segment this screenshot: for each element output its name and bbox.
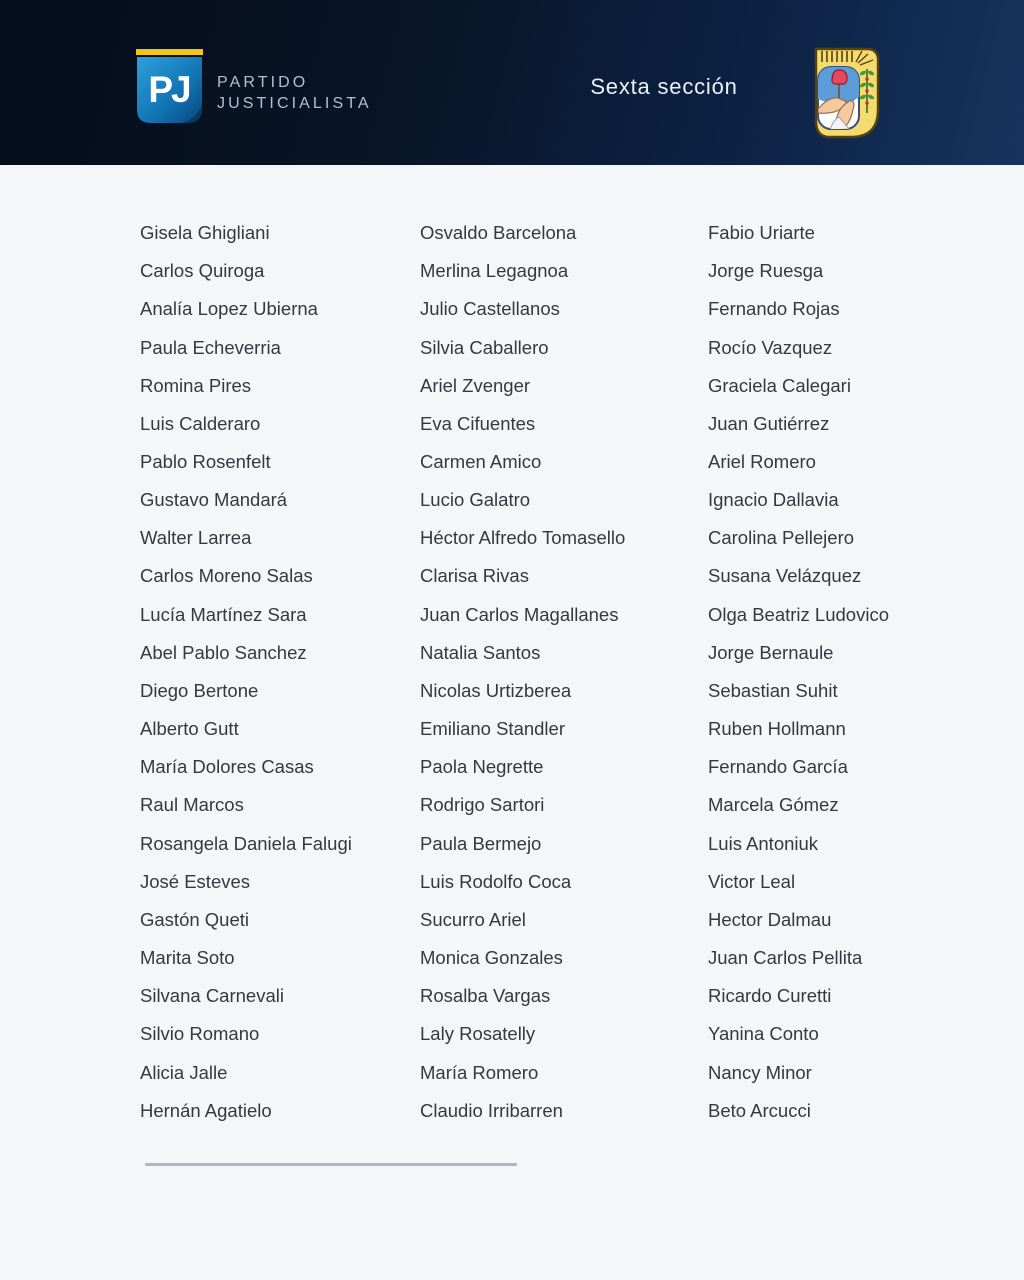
org-name-line1: PARTIDO xyxy=(217,74,309,91)
list-item: Nancy Minor xyxy=(708,1061,812,1083)
org-name xyxy=(217,72,372,114)
list-item: Juan Carlos Magallanes xyxy=(420,603,619,625)
list-item: Paola Negrette xyxy=(420,756,544,778)
list-item: Juan Gutiérrez xyxy=(708,412,830,434)
list-item: Diego Bertone xyxy=(140,679,259,701)
list-item: Rosalba Vargas xyxy=(420,985,551,1007)
list-item: Jorge Ruesga xyxy=(708,260,824,282)
list-item: Olga Beatriz Ludovico xyxy=(708,603,889,625)
list-item: Alicia Jalle xyxy=(140,1061,228,1083)
list-item: Jorge Bernaule xyxy=(708,641,834,663)
list-item: José Esteves xyxy=(140,870,251,892)
list-item: Hector Dalmau xyxy=(708,908,832,930)
list-item: Laly Rosatelly xyxy=(420,1023,536,1045)
list-item: Natalia Santos xyxy=(420,641,541,663)
list-item: Eva Cifuentes xyxy=(420,412,536,434)
list-item: Lucio Galatro xyxy=(420,489,531,511)
list-item: Silvana Carnevali xyxy=(140,985,284,1007)
list-item: Ruben Hollmann xyxy=(708,718,846,740)
list-item: Rodrigo Sartori xyxy=(420,794,545,816)
list-item: Fabio Uriarte xyxy=(708,222,815,244)
list-item: Emiliano Standler xyxy=(420,718,565,740)
list-item: Hernán Agatielo xyxy=(140,1099,272,1121)
list-item: Susana Velázquez xyxy=(708,565,862,587)
list-item: Carolina Pellejero xyxy=(708,527,855,549)
header-banner xyxy=(0,0,1024,165)
list-item: Ariel Zvenger xyxy=(420,374,531,396)
list-item: Osvaldo Barcelona xyxy=(420,222,577,244)
list-item: Marita Soto xyxy=(140,947,235,969)
list-item: Nicolas Urtizberea xyxy=(420,679,572,701)
list-item: Merlina Legagnoa xyxy=(420,260,569,282)
list-item: Julio Castellanos xyxy=(420,298,560,320)
list-item: Silvio Romano xyxy=(140,1023,260,1045)
list-item: Juan Carlos Pellita xyxy=(708,947,863,969)
pj-monogram-text: PJ xyxy=(148,69,190,110)
list-item: Romina Pires xyxy=(140,374,252,396)
list-item: Alberto Gutt xyxy=(140,718,239,740)
list-item: Yanina Conto xyxy=(708,1023,819,1045)
list-item: Rocío Vazquez xyxy=(708,336,833,358)
list-item: Abel Pablo Sanchez xyxy=(140,641,307,663)
list-item: Fernando García xyxy=(708,756,848,778)
list-item: Graciela Calegari xyxy=(708,374,851,396)
list-item: María Dolores Casas xyxy=(140,756,314,778)
name-column-3 xyxy=(708,214,984,1130)
list-item: Carlos Quiroga xyxy=(140,260,265,282)
list-item: Gisela Ghigliani xyxy=(140,222,270,244)
org-name-line2: JUSTICIALISTA xyxy=(217,95,372,112)
pj-monogram-flag-icon xyxy=(136,49,203,125)
list-item: Carmen Amico xyxy=(420,451,542,473)
list-item: Gustavo Mandará xyxy=(140,489,288,511)
list-item: Luis Rodolfo Coca xyxy=(420,870,572,892)
list-item: Luis Antoniuk xyxy=(708,832,819,854)
list-item: Paula Echeverria xyxy=(140,336,281,358)
list-item: Raul Marcos xyxy=(140,794,244,816)
list-item: Ignacio Dallavia xyxy=(708,489,839,511)
list-item: Analía Lopez Ubierna xyxy=(140,298,318,320)
name-column-1 xyxy=(140,214,416,1130)
footer-divider xyxy=(145,1163,517,1166)
list-item: Marcela Gómez xyxy=(708,794,839,816)
list-item: Ariel Romero xyxy=(708,451,816,473)
list-item: Héctor Alfredo Tomasello xyxy=(420,527,626,549)
list-item: Paula Bermejo xyxy=(420,832,542,854)
list-item: Lucía Martínez Sara xyxy=(140,603,307,625)
list-item: Rosangela Daniela Falugi xyxy=(140,832,352,854)
list-item: Carlos Moreno Salas xyxy=(140,565,313,587)
section-title: Sexta sección xyxy=(590,74,738,99)
list-item: Luis Calderaro xyxy=(140,412,261,434)
name-list xyxy=(0,214,1024,1134)
list-item: Sucurro Ariel xyxy=(420,908,526,930)
name-column-2 xyxy=(420,214,696,1130)
list-item: Gastón Queti xyxy=(140,908,250,930)
list-item: Beto Arcucci xyxy=(708,1099,811,1121)
list-item: Pablo Rosenfelt xyxy=(140,451,271,473)
list-item: Ricardo Curetti xyxy=(708,985,832,1007)
list-item: Fernando Rojas xyxy=(708,298,840,320)
list-item: Sebastian Suhit xyxy=(708,679,838,701)
list-item: María Romero xyxy=(420,1061,539,1083)
list-item: Silvia Caballero xyxy=(420,336,549,358)
list-item: Clarisa Rivas xyxy=(420,565,529,587)
list-item: Walter Larrea xyxy=(140,527,252,549)
justicialist-party-crest-icon xyxy=(804,45,888,143)
list-item: Monica Gonzales xyxy=(420,947,563,969)
pj-logo xyxy=(136,49,203,125)
list-item: Victor Leal xyxy=(708,870,796,892)
list-item: Claudio Irribarren xyxy=(420,1099,563,1121)
